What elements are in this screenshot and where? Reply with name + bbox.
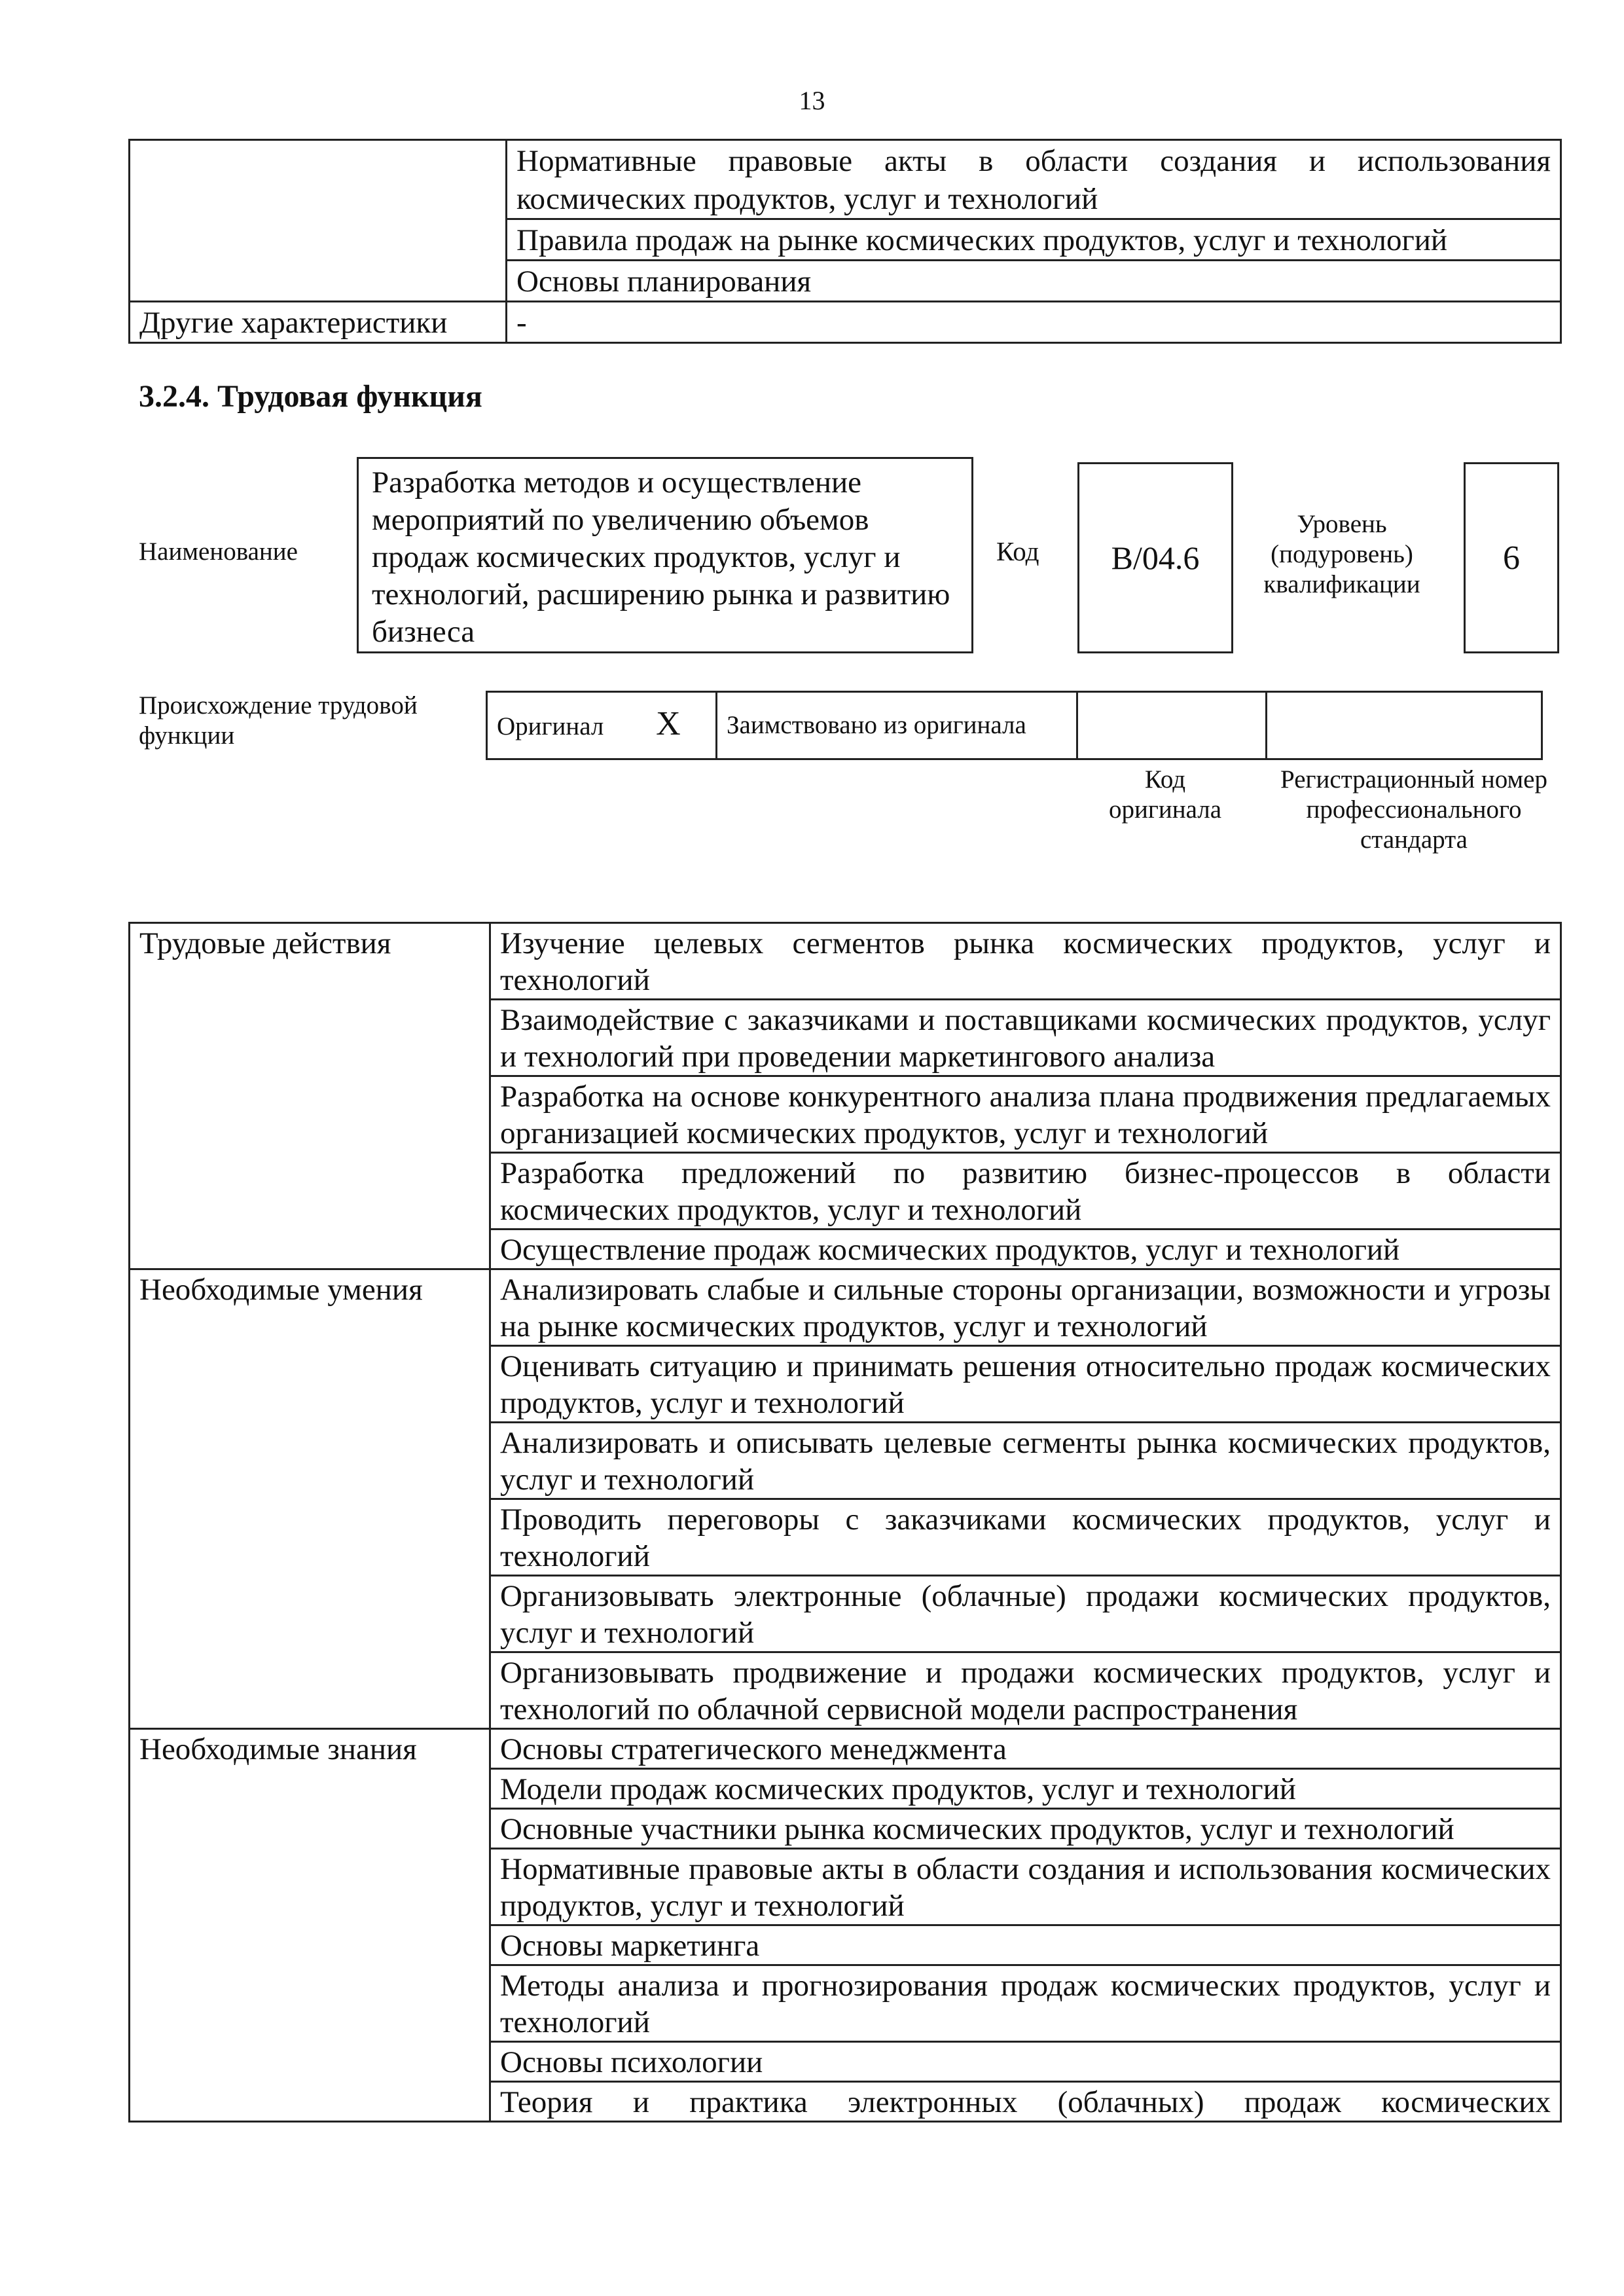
table-cell: Основы маркетинга bbox=[490, 1925, 1561, 1965]
origin-label: Происхождение трудовой функции bbox=[139, 691, 418, 750]
level-value: 6 bbox=[1503, 539, 1520, 577]
table-cell: Основы стратегического менеджмента bbox=[490, 1729, 1561, 1769]
table-cell: Основы психологии bbox=[490, 2042, 1561, 2082]
main-function-table bbox=[128, 922, 1562, 2123]
code-value-box bbox=[1077, 462, 1233, 653]
table-cell: Теория и практика электронных (облачных) продаж космических bbox=[490, 2082, 1561, 2122]
actions-label: Трудовые действия bbox=[130, 923, 490, 1269]
skills-label: Необходимые умения bbox=[130, 1269, 490, 1729]
code-value: B/04.6 bbox=[1111, 539, 1200, 576]
registration-number-cell bbox=[1267, 692, 1542, 759]
table-cell: Организовывать продвижение и продажи космических продуктов, услуг и технологий по облачной сервисной модели распространения bbox=[490, 1652, 1561, 1729]
table-cell: Основные участники рынка космических продуктов, услуг и технологий bbox=[490, 1809, 1561, 1849]
original-code-cell bbox=[1077, 692, 1267, 759]
other-characteristics-label: Другие характеристики bbox=[130, 302, 507, 343]
table-cell: Проводить переговоры с заказчиками космических продуктов, услуг и технологий bbox=[490, 1499, 1561, 1576]
table-cell: Модели продаж космических продуктов, услуг и технологий bbox=[490, 1769, 1561, 1809]
table-cell: Правила продаж на рынке космических продуктов, услуг и технологий bbox=[507, 219, 1561, 261]
origin-original-label: Оригинал bbox=[497, 712, 604, 740]
table-cell: Изучение целевых сегментов рынка космических продуктов, услуг и технологий bbox=[490, 923, 1561, 1000]
knowledge-label: Необходимые знания bbox=[130, 1729, 490, 2122]
table-cell: Взаимодействие с заказчиками и поставщиками космических продуктов, услуг и технологий при проведении маркетингового анализа bbox=[490, 1000, 1561, 1076]
level-label: Уровень (подуровень) квалификации bbox=[1263, 510, 1420, 598]
name-label: Наименование bbox=[139, 538, 298, 566]
top-continuation-table bbox=[128, 139, 1562, 344]
table-cell: Разработка на основе конкурентного анализа плана продвижения предлагаемых организацией космических продуктов, услуг и технологий bbox=[490, 1076, 1561, 1153]
empty-label-cell bbox=[130, 140, 507, 302]
table-cell: Анализировать и описывать целевые сегменты рынка космических продуктов, услуг и технологий bbox=[490, 1423, 1561, 1499]
table-cell: Разработка предложений по развитию бизнес-процессов в области космических продуктов, услуг и технологий bbox=[490, 1153, 1561, 1230]
level-value-box bbox=[1464, 462, 1559, 653]
code-label: Код bbox=[996, 536, 1039, 566]
table-cell: Анализировать слабые и сильные стороны организации, возможности и угрозы на рынке космических продуктов, услуг и технологий bbox=[490, 1269, 1561, 1346]
table-cell: Организовывать электронные (облачные) продажи космических продуктов, услуг и технологий bbox=[490, 1576, 1561, 1652]
origin-borrowed-cell: Заимствовано из оригинала bbox=[717, 692, 1077, 759]
original-code-caption: Код оригинала bbox=[1108, 765, 1222, 824]
page-number: 13 bbox=[799, 86, 825, 115]
table-row bbox=[130, 1269, 1561, 1346]
table-cell: Методы анализа и прогнозирования продаж космических продуктов, услуг и технологий bbox=[490, 1965, 1561, 2042]
table-cell: Нормативные правовые акты в области создания и использования космических продуктов, услуг и технологий bbox=[490, 1849, 1561, 1925]
table-cell: Нормативные правовые акты в области создания и использования космических продуктов, услуг и технологий bbox=[507, 140, 1561, 219]
table-row bbox=[130, 302, 1561, 343]
function-name-box: Разработка методов и осуществление мероприятий по увеличению объемов продаж космических продуктов, услуг и технологий, расширению рынка и развитию бизнеса bbox=[357, 457, 973, 653]
table-row bbox=[130, 923, 1561, 1000]
registration-number-caption: Регистрационный номер профессионального стандарта bbox=[1280, 765, 1547, 854]
table-row bbox=[487, 692, 1542, 759]
other-characteristics-value: - bbox=[507, 302, 1561, 343]
table-cell: Оценивать ситуацию и принимать решения относительно продаж космических продуктов, услуг и технологий bbox=[490, 1346, 1561, 1423]
table-cell: Основы планирования bbox=[507, 261, 1561, 302]
section-title: 3.2.4. Трудовая функция bbox=[139, 379, 482, 414]
origin-table bbox=[486, 691, 1543, 760]
origin-original-cell bbox=[487, 692, 717, 759]
table-row bbox=[130, 140, 1561, 219]
table-cell: Осуществление продаж космических продуктов, услуг и технологий bbox=[490, 1230, 1561, 1269]
table-row bbox=[130, 1729, 1561, 1769]
origin-x-mark: X bbox=[656, 705, 681, 742]
